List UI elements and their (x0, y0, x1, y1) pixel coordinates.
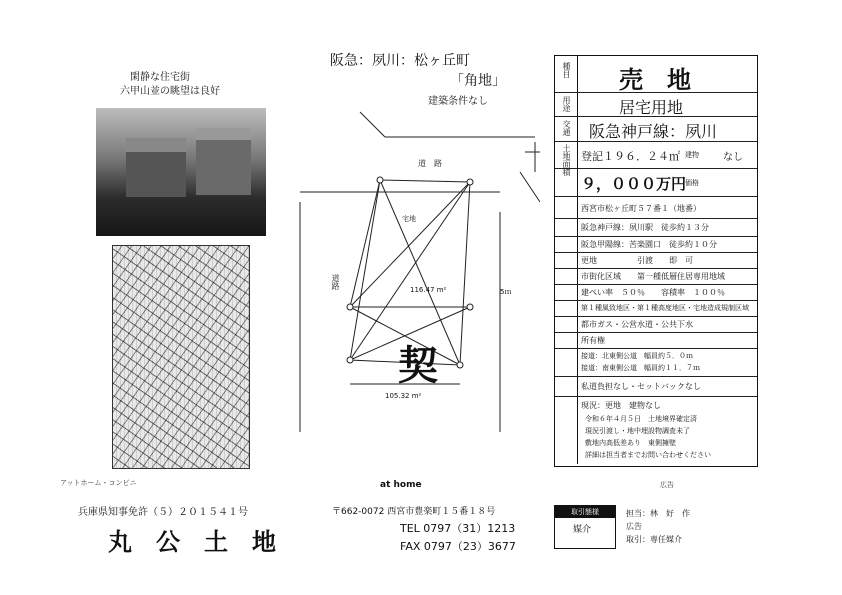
row-other-1: 第１種風致地区・第１種高度地区・宅地造成規制区域 (581, 304, 749, 312)
row-divider (555, 284, 757, 285)
row-zone: 市街化区域 第一種低層住居専用地域 (581, 272, 725, 281)
row-rights: 所有権 (581, 336, 605, 345)
left-panel (60, 60, 280, 560)
use-value: 居宅用地 (619, 98, 684, 117)
price-value: ９，０００万円 (581, 175, 687, 193)
row-road-2: 接道：南東側公道 幅員約１１．７ｍ (581, 364, 700, 372)
area-label: 土地面積 (562, 144, 571, 176)
trade-box (554, 505, 616, 549)
remark-1: 令和６年４月５日 土地境界確定済 (585, 415, 697, 423)
row-note-1: 私道負担なし・セットバックなし (581, 382, 701, 391)
area-map (112, 245, 250, 469)
row-status: 更地 引渡 即 可 (581, 256, 693, 265)
type-label: 種目 (562, 62, 571, 78)
row-divider (555, 196, 757, 197)
listing-note: 建築条件なし (428, 96, 488, 107)
headline-1: 閑静な住宅街 (130, 72, 190, 83)
access-2: 阪急甲陽線：苦楽園口 徒歩約１０分 (581, 240, 717, 249)
building-label: 建物 (685, 151, 699, 159)
row-ratio: 建ぺい率 ５０％ 容積率 １００％ (581, 288, 725, 297)
contact-line-2: 広告 (626, 522, 642, 531)
row-divider (555, 332, 757, 333)
contract-stamp: 契 (398, 342, 438, 389)
area-label-lower: 105.32 m² (385, 392, 422, 400)
trade-value: 媒介 (573, 525, 592, 535)
row-divider (555, 268, 757, 269)
footer-small-text: アットホーム・コンビニ (60, 479, 137, 487)
photo-house-shape (126, 138, 186, 197)
building-value: なし (723, 152, 743, 163)
headline-2: 六甲山並の眺望は良好 (120, 86, 220, 97)
office-address: 〒662-0072 西宮市豊楽町１５番１８号 (332, 507, 496, 517)
road-top-label: 道 路 (418, 159, 442, 168)
access-1: 阪急神戸線：夙川駅 徒歩約１３分 (581, 223, 709, 232)
office-tel: TEL 0797（31）1213 (400, 522, 516, 535)
row-divider (555, 396, 757, 397)
listing-title: 阪急：夙川：松ヶ丘町 (330, 53, 470, 69)
line-label: 交通 (562, 120, 571, 136)
ad-small-label: 広告 (660, 481, 674, 489)
center-panel (290, 42, 540, 562)
line-value: 阪急神戸線：夙川 (589, 122, 718, 141)
type-value: 売 地 (619, 66, 691, 94)
brand-logo: at home (380, 480, 422, 490)
contact-line-3: 取引：専任媒介 (626, 535, 682, 544)
row-divider (555, 348, 757, 349)
row-divider (555, 300, 757, 301)
row-divider (555, 316, 757, 317)
photo-house-shape-2 (196, 128, 251, 195)
area-label-upper: 116.47 m² (410, 286, 447, 294)
row-road-1: 接道：北東側公道 幅員約５．０ｍ (581, 352, 693, 360)
listing-subtitle: 「角地」 (450, 73, 506, 89)
area-value: 登記１９６．２４㎡ (581, 150, 680, 163)
remark-4: 詳細は担当者までお問い合わせください (585, 451, 711, 459)
road-left-label: 道路 (331, 274, 340, 290)
row-note-2: 現況：更地 建物なし (581, 401, 661, 410)
office-fax: FAX 0797（23）3677 (400, 540, 516, 553)
remark-3: 敷地内高低差あり 東側擁壁 (585, 439, 676, 447)
property-photo (96, 108, 266, 236)
use-label: 用途 (562, 96, 571, 112)
row-divider (555, 218, 757, 219)
license-number: 兵庫県知事免許（５）２０１５４１号 (78, 507, 248, 518)
label-column (555, 56, 578, 464)
remark-2: 現況引渡し・地中埋設物調査未了 (585, 427, 690, 435)
price-label: 価格 (685, 179, 699, 187)
trade-title: 取引態様 (555, 506, 615, 518)
row-other-2: 都市ガス・公営水道・公共下水 (581, 320, 693, 329)
right-panel (554, 55, 758, 467)
contact-line-1: 担当：林 好 作 (626, 509, 690, 518)
row-divider (555, 252, 757, 253)
road-right-label: 5ｍ (500, 288, 512, 296)
row-divider (555, 168, 757, 169)
company-name: 丸 公 土 地 (108, 527, 276, 556)
row-divider (555, 376, 757, 377)
row-divider (555, 236, 757, 237)
address-line: 西宮市松ヶ丘町５７番１（地番） (581, 204, 701, 213)
lot-label: 宅地 (402, 215, 416, 223)
